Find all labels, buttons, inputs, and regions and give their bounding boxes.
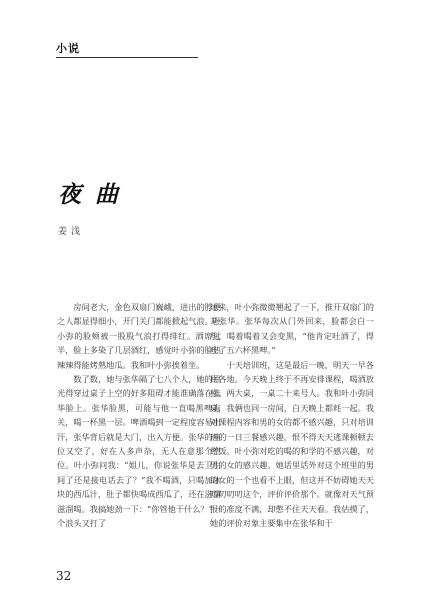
page-number: 32 bbox=[56, 569, 72, 583]
author-name: 姜浅 bbox=[58, 227, 85, 237]
section-label: 小说 bbox=[56, 42, 80, 55]
paragraph: 房间老大，金色双扇门巍峨，进出的脖梗之人都显得细小，开门关门都能掀起气浪。叶小弥的脸颊被一股股气浪打得绯红。酒席过半，脸上多染了几层酒红，感觉叶小弥的脸热辣辣得能烤熟地瓜。我和叶小弥挨着坐。 bbox=[57, 302, 221, 370]
section-divider bbox=[56, 57, 198, 58]
paragraph: 过来，叶小弥微微翘起了一下，推开双扇门的是张华。张华每次从门外回来，脸都会白一些，喝着喝着又会变黑，“他肯定吐酒了，得吐了五六杯黑啤。” bbox=[210, 302, 374, 356]
text-column-right bbox=[210, 300, 374, 531]
paragraph: 十天培训班，这是最后一晚，明天一早各回各地。今天晚上终于不再安排课程，喝酒放松。两大桌，一桌二十来号人。我和叶小弥同桌，我俩也同一房间，白天晚上都耗一起。我对课程内容和男的女的都不感兴趣，只对培训班的一日三餐感兴趣，恨不得天天逃课顿顿去蹭饭。叶小弥对吃的喝的和学的不感兴趣，对男的女的感兴趣。她话里话外对这个班里的男的女的一个也看不上眼，但这并不妨碍她天天叨叨叨叨这个，评价评价那个。就像对天气预报的准度不满，却憋不住天天看。我估摸了，她的评价对象主要集中在张华和于 bbox=[210, 359, 374, 529]
paragraph: 数了数，她与张华隔了七八个人，她的目光得穿过桌子上空的好多阻碍才能准确落在张华脸上。张华脸黑，可能与他一直喝黑啤有关，喝一杯黑一层。啤酒喝到一定程度容易出汗，张华背后就是大门，出入方便。张华的座位又空了，好在人多声杂，无人在意那个空位。叶小弥问我：“姐儿，你说张华是去卫生间了还是接电话去了？”我不喝酒，只喝加冰块的西瓜汁，肚子都快喝成西瓜了，还在滋溜滋溜喝。我搞她劲一下：“你管他干什么？”一个浪头又打了 bbox=[57, 374, 221, 529]
text-column-left bbox=[57, 300, 221, 531]
story-title: 夜曲 bbox=[58, 181, 132, 208]
